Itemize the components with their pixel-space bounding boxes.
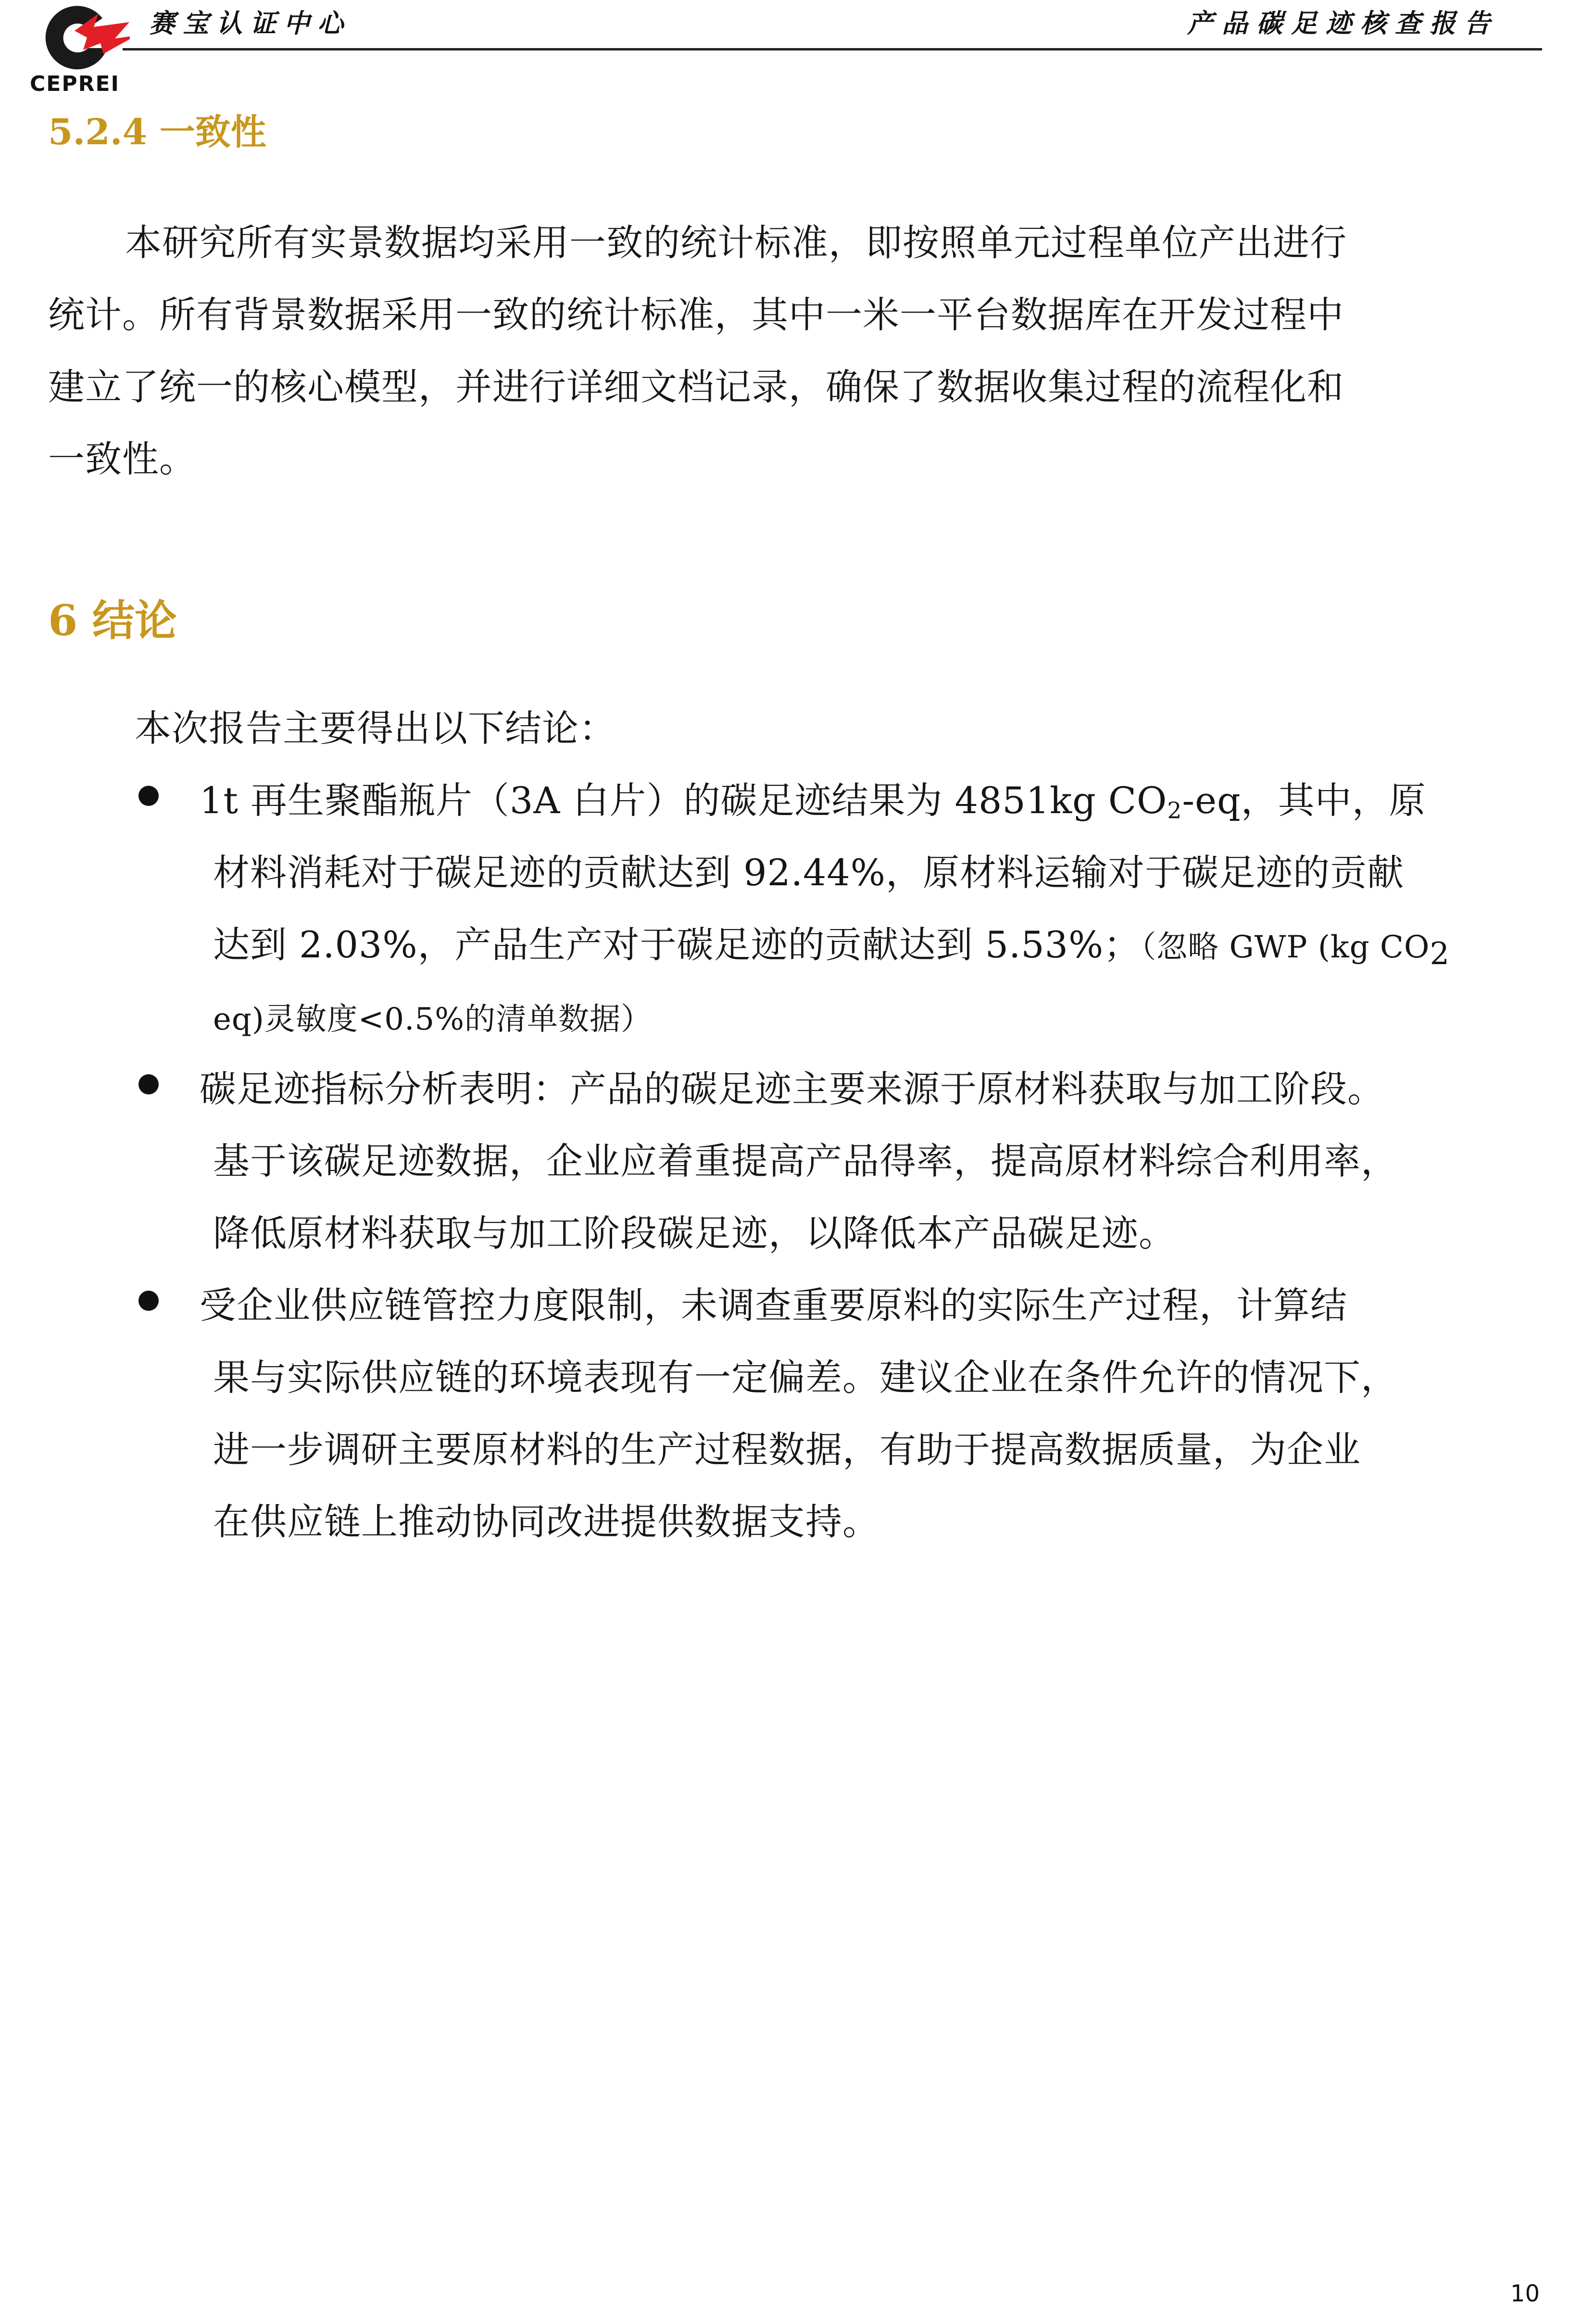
bullet-line — [200, 909, 1546, 983]
bullet-line: 降低原材料获取与加工阶段碳足迹，以降低本产品碳足迹。 — [213, 1212, 1176, 1255]
header-org-name: 赛宝认证中心 — [149, 8, 351, 38]
page-number: 10 — [1510, 2280, 1540, 2307]
page-header — [0, 0, 1595, 101]
subscript: 2 — [1430, 936, 1450, 972]
bullet-line: 材料消耗对于碳足迹的贡献达到 92.44%，原材料运输对于碳足迹的贡献 — [213, 851, 1404, 894]
bullet-line: 在供应链上推动协同改进提供数据支持。 — [213, 1500, 879, 1543]
subscript: 2 — [1167, 797, 1182, 824]
bullet-3-dot — [138, 1291, 159, 1311]
header-report-title: 产品碳足迹核查报告 — [1187, 8, 1499, 38]
bullet-3-text — [200, 1269, 1570, 1558]
bullet-line: 受企业供应链管控力度限制，未调查重要原料的实际生产过程，计算结 — [200, 1284, 1347, 1327]
header-rule — [123, 48, 1542, 50]
bullet-line: 进一步调研主要原材料的生产过程数据，有助于提高数据质量，为企业 — [213, 1428, 1361, 1471]
section-heading-6: 6 结论 — [48, 595, 177, 645]
bullet-text: -eq，其中，原 — [1182, 779, 1426, 822]
bullet-line: 果与实际供应链的环境表现有一定偏差。建议企业在条件允许的情况下， — [213, 1356, 1398, 1399]
bullet-1-text — [200, 765, 1546, 1055]
bullet-line — [200, 765, 1546, 837]
bullet-1-dot — [138, 786, 159, 806]
bullet-line: eq)灵敏度<0.5%的清单数据） — [213, 1002, 653, 1037]
bullet-text: 达到 2.03%，产品生产对于碳足迹的贡献达到 5.53%； — [213, 923, 1141, 966]
bullet-2-dot — [138, 1074, 159, 1094]
section-5-2-4-paragraph — [48, 207, 1539, 495]
bullet-line: 基于该碳足迹数据，企业应着重提高产品得率，提高原材料综合利用率， — [213, 1140, 1398, 1182]
paragraph-line: 建立了统一的核心模型，并进行详细文档记录，确保了数据收集过程的流程化和 — [48, 365, 1344, 408]
paragraph-line: 本研究所有实景数据均采用一致的统计标准，即按照单元过程单位产出进行 — [125, 221, 1347, 264]
logo-text: CEPREI — [30, 72, 120, 96]
section-heading-5-2-4: 5.2.4 一致性 — [48, 112, 266, 153]
paragraph-line: 统计。所有背景数据采用一致的统计标准，其中一米一平台数据库在开发过程中 — [48, 293, 1344, 336]
bullet-note: （忽略 GWP (kg CO — [1141, 930, 1430, 965]
bullet-line: 碳足迹指标分析表明：产品的碳足迹主要来源于原材料获取与加工阶段。 — [200, 1068, 1384, 1110]
bullet-text: 1t 再生聚酯瓶片（3A 白片）的碳足迹结果为 4851kg CO — [200, 779, 1168, 822]
bullet-2-text — [200, 1053, 1546, 1269]
conclusion-intro: 本次报告主要得出以下结论： — [135, 707, 616, 750]
paragraph-line: 一致性。 — [48, 438, 196, 480]
ceprei-logo-icon — [26, 0, 130, 72]
